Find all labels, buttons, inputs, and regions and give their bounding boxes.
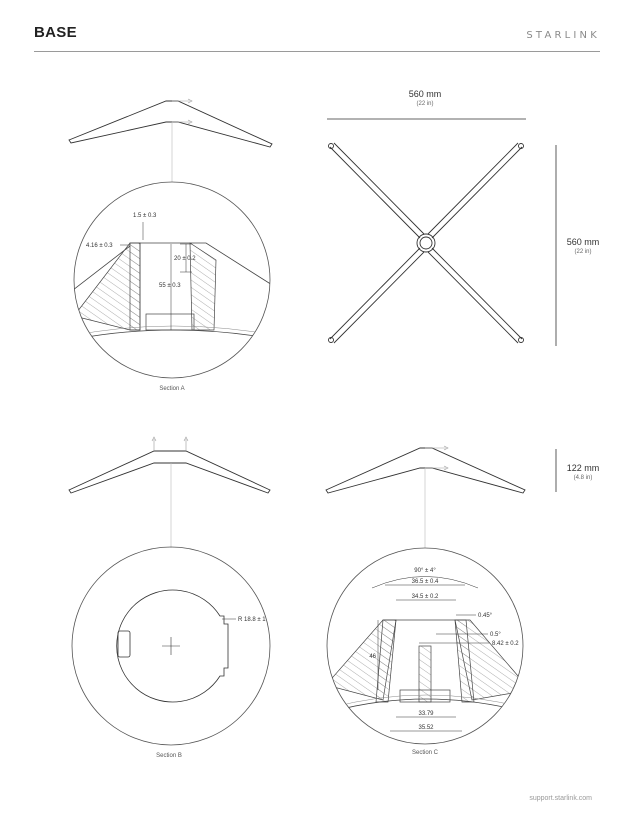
dim-overall-depth: 55 ± 0.3 <box>159 283 181 289</box>
section-b-radius: R 18.8 ± 1 <box>238 617 266 623</box>
dim-outer-top: 36.5 ± 0.4 <box>411 579 439 585</box>
top-view-depth-dimension <box>556 145 599 346</box>
dim-bottom-outer: 35.52 <box>418 725 434 731</box>
dim-inner-depth: 20 ± 0.2 <box>174 256 196 262</box>
dim-side: 4.16 ± 0.3 <box>86 243 113 249</box>
dim-draft1: 0.45° <box>478 613 493 619</box>
depth-label: 560 mm <box>566 237 600 247</box>
support-link[interactable]: support.starlink.com <box>529 795 592 802</box>
dim-draft2: 0.5° <box>490 632 501 638</box>
side-profile-b <box>69 451 270 493</box>
section-c-caption: Section C <box>411 750 439 756</box>
dim-height: 46 <box>369 654 376 660</box>
side-profile-a <box>69 101 272 147</box>
dim-top-wall: 1.5 ± 0.3 <box>133 213 157 219</box>
brand-logo: STARLINK <box>526 30 600 41</box>
height-sub: (4.8 in) <box>573 475 593 481</box>
height-dimension <box>556 449 599 492</box>
section-a-caption: Section A <box>159 386 185 392</box>
section-b-caption: Section B <box>156 753 182 759</box>
dim-inner-top: 34.5 ± 0.2 <box>411 594 439 600</box>
depth-sub: (22 in) <box>574 249 592 255</box>
dim-angle: 90° ± 4° <box>414 568 436 574</box>
top-view-x-base <box>329 143 524 343</box>
page-title: BASE <box>34 24 77 41</box>
dim-bottom-inner: 33.79 <box>418 711 434 717</box>
side-profile-c <box>326 448 525 493</box>
width-sub: (22 in) <box>416 101 434 107</box>
dim-pin: 8.42 ± 0.2 <box>492 641 519 647</box>
section-b-detail <box>117 590 236 702</box>
section-a-detail <box>60 222 280 340</box>
height-label: 122 mm <box>566 463 600 473</box>
top-view-width-dimension <box>327 89 526 119</box>
section-b-cut-arrows <box>152 437 188 451</box>
width-label: 560 mm <box>408 89 442 99</box>
